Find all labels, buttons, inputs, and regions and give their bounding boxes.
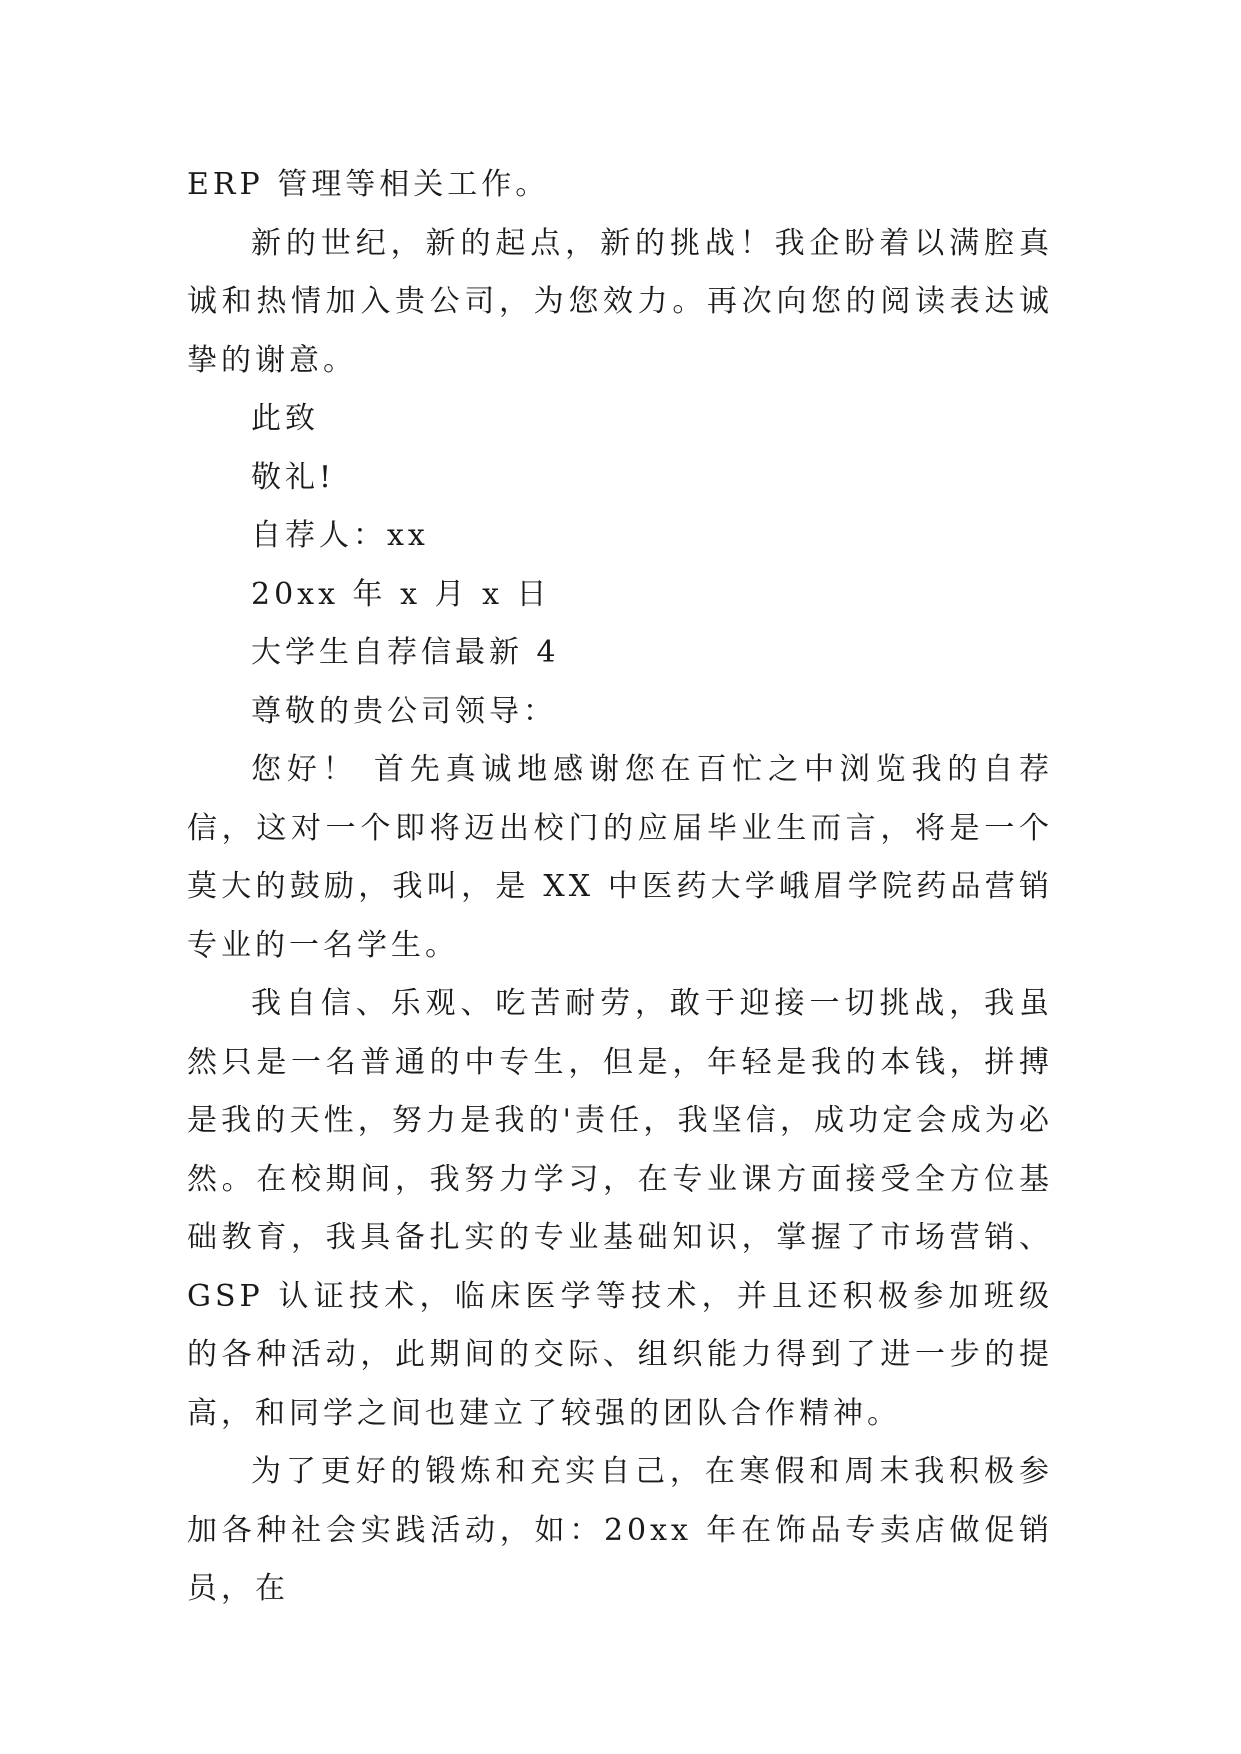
paragraph-closing-thanks: 新的世纪，新的起点，新的挑战！我企盼着以满腔真诚和热情加入贵公司，为您效力。再次向您的阅读表达诚挚的谢意。 xyxy=(187,225,1053,378)
salutation-jingli: 敬礼! xyxy=(251,459,336,495)
greeting-line: 尊敬的贵公司领导： xyxy=(251,693,557,729)
section-heading: 大学生自荐信最新 4 xyxy=(251,635,560,670)
signature-line: 自荐人：xx xyxy=(251,518,429,553)
letter-body xyxy=(187,156,1053,1619)
date-line: 20xx 年 x 月 x 日 xyxy=(251,576,551,612)
paragraph-self-description: 我自信、乐观、吃苦耐劳，敢于迎接一切挑战，我虽然只是一名普通的中专生，但是，年轻是我的本钱，拼搏是我的天性，努力是我的'责任，我坚信，成功定会成为必然。在校期间，我努力学习，在专业课方面接受全方位基础教育，我具备扎实的专业基础知识，掌握了市场营销、GSP 认证技术，临床医学等技术，并且还积极参加班级的各种活动，此期间的交际、组织能力得到了进一步的提高，和同学之间也建立了较强的团队合作精神。 xyxy=(187,986,1053,1431)
paragraph-practice: 为了更好的锻炼和充实自己，在寒假和周末我积极参加各种社会实践活动，如：20xx 年在饰品专卖店做促销员，在 xyxy=(187,1454,1053,1606)
salutation-cizhi: 此致 xyxy=(251,401,319,436)
paragraph-erp-work: ERP 管理等相关工作。 xyxy=(187,167,550,202)
paragraph-introduction: 您好！ 首先真诚地感谢您在百忙之中浏览我的自荐信，这对一个即将迈出校门的应届毕业生而言，将是一个莫大的鼓励，我叫，是 XX 中医药大学峨眉学院药品营销专业的一名学生。 xyxy=(187,752,1053,963)
